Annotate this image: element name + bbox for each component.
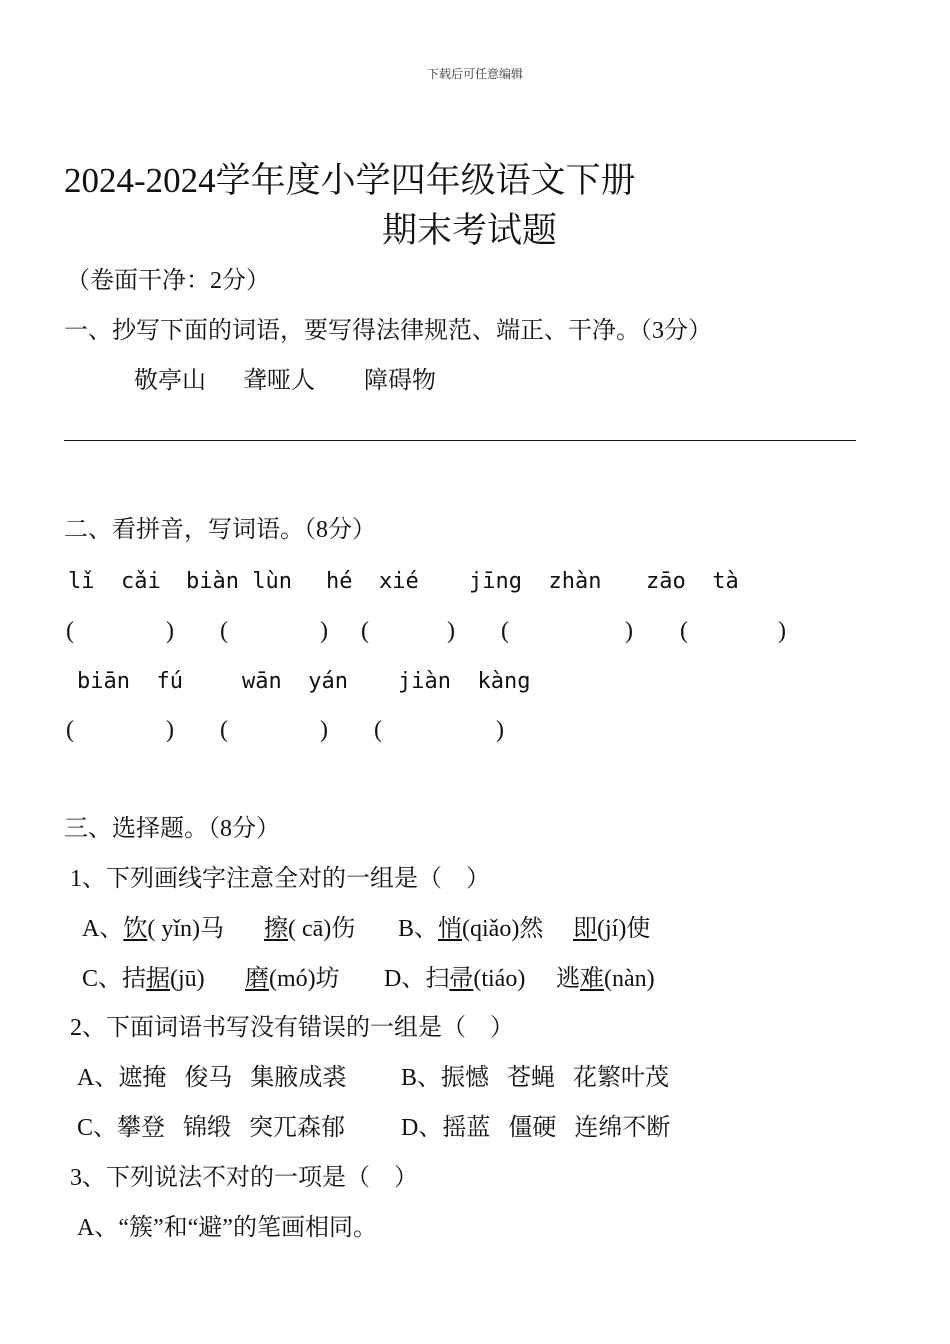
- pinyin-item: hé xié: [326, 569, 419, 594]
- pinyin-item: biān fú: [77, 669, 183, 694]
- section2-heading: 二、看拼音，写词语。（8分）: [64, 517, 376, 543]
- answer-paren-open: (: [66, 618, 74, 644]
- pinyin-item: wān yán: [242, 669, 348, 694]
- copy-word-1: 敬亭山: [134, 368, 206, 394]
- answer-paren-close: ): [625, 618, 633, 644]
- clean-note: （卷面干净：2分）: [66, 268, 270, 294]
- title-line-1: 2024-2024学年度小学四年级语文下册: [64, 161, 636, 200]
- answer-paren-close: ): [166, 717, 174, 743]
- q1-option-c: C、拮据(jū): [82, 966, 205, 992]
- answer-paren-close: ): [166, 618, 174, 644]
- pinyin-item: zāo tà: [646, 569, 739, 594]
- q3-option-a: A、“簇”和“避”的笔画相同。: [77, 1215, 377, 1241]
- q1-option-d: D、扫帚(tiáo): [384, 966, 526, 992]
- answer-paren-close: ): [778, 618, 786, 644]
- q1-option-a: A、饮( yǐn)马: [82, 916, 224, 942]
- q2-option-d: D、摇蓝 僵硬 连绵不断: [401, 1115, 671, 1141]
- answer-paren-open: (: [374, 717, 382, 743]
- q2-option-b: B、振憾 苍蝇 花繁叶茂: [401, 1065, 670, 1091]
- q1-option-a-word-2: 擦( cā)伤: [264, 916, 356, 942]
- answer-paren-open: (: [680, 618, 688, 644]
- q1-option-b: B、悄(qiǎo)然: [398, 916, 544, 942]
- answer-paren-open: (: [361, 618, 369, 644]
- q1-option-b-word-2: 即(jí)使: [573, 916, 651, 942]
- question-3-stem: 3、下列说法不对的一项是（ ）: [70, 1165, 418, 1191]
- answer-paren-open: (: [66, 717, 74, 743]
- q1-option-c-word-2: 磨(mó)坊: [245, 966, 340, 992]
- q2-option-c: C、攀登 锦缎 突兀森郁: [77, 1115, 346, 1141]
- question-2-stem: 2、下面词语书写没有错误的一组是（ ）: [70, 1015, 514, 1041]
- answer-paren-close: ): [496, 717, 504, 743]
- answer-line: [64, 440, 856, 441]
- pinyin-item: lǐ cǎi: [68, 569, 161, 594]
- section1-heading: 一、抄写下面的词语，要写得法律规范、端正、干净。（3分）: [64, 318, 712, 344]
- answer-paren-close: ): [320, 717, 328, 743]
- question-1-stem: 1、下列画线字注意全对的一组是（ ）: [70, 866, 490, 892]
- answer-paren-open: (: [220, 618, 228, 644]
- answer-paren-close: ): [447, 618, 455, 644]
- q1-option-d-word-2: 逃难(nàn): [556, 966, 655, 992]
- section3-heading: 三、选择题。（8分）: [64, 816, 280, 842]
- pinyin-item: jiàn kàng: [398, 669, 531, 694]
- copy-word-3: 障碍物: [364, 368, 436, 394]
- answer-paren-open: (: [220, 717, 228, 743]
- page-header: 下载后可任意编辑: [426, 67, 523, 81]
- q2-option-a: A、遮掩 俊马 集腋成裘: [77, 1065, 347, 1091]
- pinyin-item: biàn lùn: [186, 569, 292, 594]
- copy-word-2: 聋哑人: [243, 368, 315, 394]
- answer-paren-open: (: [501, 618, 509, 644]
- pinyin-item: jīng zhàn: [469, 569, 602, 594]
- answer-paren-close: ): [320, 618, 328, 644]
- title-line-2: 期末考试题: [382, 211, 558, 250]
